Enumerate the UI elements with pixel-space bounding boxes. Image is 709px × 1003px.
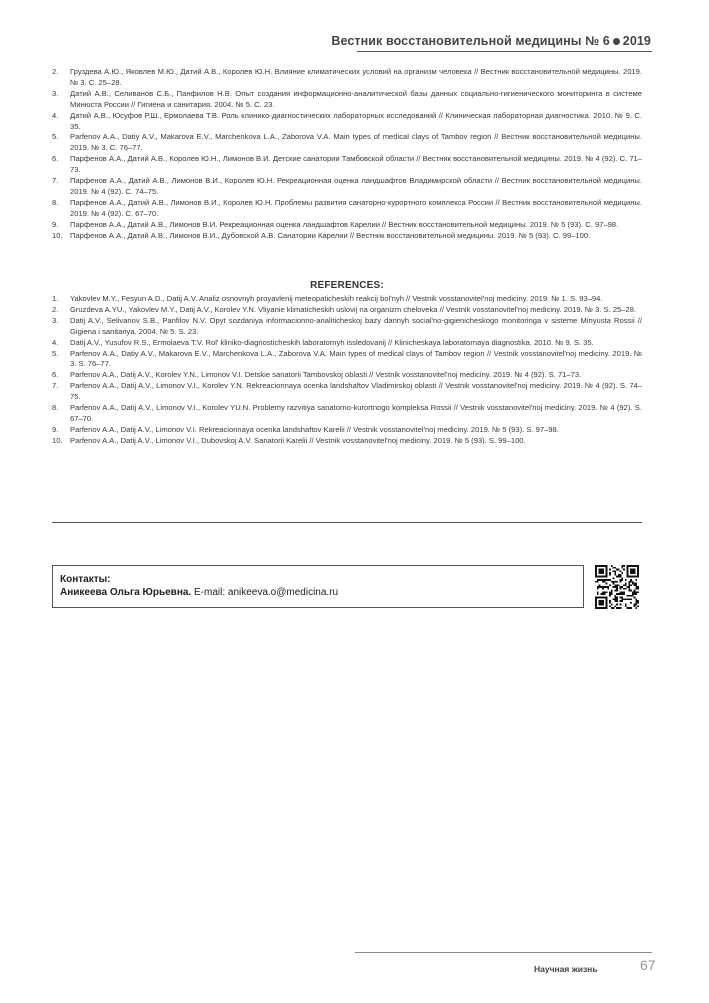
- reference-text: Парфенов А.А., Датий А.В., Лимонов В.И. Рекреационная оценка ландшафтов Карелии // Вестник восстановительной медицины. 2019. № 5 (93). С. 97–98.: [70, 219, 619, 229]
- reference-text: Yakovlev M.Y., Fesyun A.D., Datij A.V. Analiz osnovnyh proyavlenij meteopaticheskih reakcij bol'nyh // Vestnik vosstanovitel'noj mediciny. 2019. № 1. S. 93–94.: [70, 294, 603, 303]
- reference-item: [52, 436, 642, 447]
- reference-item: [52, 220, 642, 231]
- reference-text: Datij A.V., Yusufov R.S., Ermolaeva T.V. Rol' kliniko-diagnosticheskih laboratornyh issledovanij // Klinicheskaya laboratornaya diagnostika. 2010. № 9. S. 35.: [70, 337, 594, 347]
- reference-text: Датий А.В., Юсуфов Р.Ш., Ермолаева Т.В. Роль клинико-диагностических лабораторных исследований // Клиническая лабораторная диагностика. 2010. № 9. С. 35.: [70, 110, 642, 131]
- reference-item: [52, 381, 642, 403]
- reference-text: Parfenov A.A., Datij A.V., Limonov V.I., Korolev Y.N. Rekreacionnaya ocenka landshaftov Vladimirskoj oblasti // Vestnik vosstanovitel'noj mediciny. 2019. № 4 (92). S. 74–75.: [70, 381, 642, 402]
- reference-number: 2.: [52, 67, 59, 76]
- reference-text: Парфенов А.А., Датий А.В., Королев Ю.Н., Лимонов В.И. Детские санатории Тамбовской области // Вестник восстановительной медицины. 2019. № 4 (92). С. 71–73.: [70, 154, 642, 175]
- reference-item: [52, 111, 642, 133]
- reference-text: Parfenov A.A., Datiy A.V., Makarova E.V., Marchenkova L.A., Zaborova V.A. Main types of medical clays of Tambov region // Vestnik vosstanovitel'noj mediciny. 2019. № 3. S. 76–77.: [70, 348, 642, 369]
- reference-item: [52, 89, 642, 111]
- reference-item: [52, 349, 642, 371]
- reference-text: Parfenov A.A., Datij A.V., Limonov V.I., Korolev YU.N. Problemy razvitiya sanatorno-kurortnogo kompleksa Rossii // Vestnik vosstanovitel'noj mediciny. 2019. № 4 (92). S. 67–70.: [70, 403, 642, 423]
- journal-year: 2019: [622, 34, 651, 48]
- reference-item: [52, 132, 642, 154]
- journal-name: Вестник восстановительной медицины № 6: [331, 34, 610, 48]
- reference-number: 7.: [52, 381, 59, 391]
- reference-number: 4.: [52, 110, 59, 120]
- reference-number: 2.: [52, 304, 59, 314]
- reference-text: Датий А.В., Селиванов С.Б., Панфилов Н.В. Опыт создания информационно-аналитической базы данных социально-гигиенического мониторинга в системе Минюста России // Гигиена и санитария. 2004. № 5. С. 23.: [70, 88, 642, 109]
- reference-number: 8.: [52, 197, 59, 207]
- reference-number: 6.: [52, 370, 59, 380]
- reference-item: [52, 338, 642, 349]
- reference-number: 9.: [52, 219, 59, 229]
- reference-item: [52, 198, 642, 220]
- contact-email[interactable]: E-mail: anikeeva.o@medicina.ru: [193, 586, 339, 598]
- reference-text: Gruzdeva A.YU., Yakovlev M.Y., Datij A.V., Korolev Y.N. Vliyanie klimaticheskih uslovij na organizm cheloveka // Vestnik vosstanovitel'noj mediciny. 2019. № 3. S. 25–28.: [70, 304, 637, 314]
- reference-number: 10.: [52, 230, 63, 240]
- reference-number: 5.: [52, 348, 59, 358]
- footer-divider: [355, 952, 652, 953]
- header-divider: [357, 51, 652, 52]
- reference-number: 8.: [52, 403, 59, 413]
- reference-text: Груздева А.Ю., Яковлев М.Ю., Датий А.В., Королев Ю.Н. Влияние климатических условий на организм человека // Вестник восстановительной медицины. 2019. № 3. С. 25–28.: [70, 67, 642, 87]
- reference-item: [52, 425, 642, 436]
- reference-text: Парфенов А.А., Датий А.В., Лимонов В.И., Дубовской А.В. Санатории Карелии // Вестник восстановительной медицины. 2019. № 5 (93). С. 99–100.: [70, 230, 591, 240]
- reference-number: 9.: [52, 424, 59, 434]
- reference-item: [52, 67, 642, 89]
- reference-number: 5.: [52, 132, 59, 142]
- reference-number: 10.: [52, 435, 63, 445]
- footer-section-name: Научная жизнь: [534, 964, 598, 974]
- reference-item: [52, 176, 642, 198]
- reference-item: [52, 316, 642, 338]
- journal-title: [331, 34, 651, 48]
- reference-item: [52, 294, 642, 305]
- reference-number: 6.: [52, 154, 59, 164]
- reference-number: 7.: [52, 176, 59, 186]
- reference-number: 4.: [52, 337, 59, 347]
- reference-text: Парфенов А.А., Датий А.В., Лимонов В.И., Королев Ю.Н. Рекреационная оценка ландшафтов Владимирской области // Вестник восстановительной медицины. 2019. № 4 (92). С. 74–75.: [70, 176, 642, 196]
- reference-number: 3.: [52, 88, 59, 98]
- reference-item: [52, 154, 642, 176]
- page-number: 67: [640, 957, 656, 973]
- reference-item: [52, 370, 642, 381]
- references-heading: REFERENCES:: [310, 280, 384, 291]
- reference-number: 1.: [52, 294, 59, 303]
- reference-text: Parfenov A.A., Datij A.V., Korolev Y.N., Limonov V.I. Detskie sanatorii Tambovskoj oblasti // Vestnik vosstanovitel'noj mediciny. 2019. № 4 (92). S. 71–73.: [70, 370, 582, 380]
- reference-item: [52, 231, 642, 242]
- section-divider: [52, 522, 642, 523]
- contacts-label: Контакты:: [60, 574, 111, 585]
- bullet-icon: [613, 38, 620, 45]
- reference-text: Парфенов А.А., Датий А.В., Лимонов В.И., Королев Ю.Н. Проблемы развития санаторно-курортного комплекса России // Вестник восстановительной медицины. 2019. № 4 (92). С. 67–70.: [70, 197, 642, 218]
- contact-person: Аникеева Ольга Юрьевна.: [60, 586, 192, 598]
- reference-text: Parfenov A.A., Datiy A.V., Makarova E.V., Marchenkova L.A., Zaborova V.A. Main types of medical clays of Tambov region // Вестник восстановительной медицины. 2019. № 3. С. 76–77.: [70, 132, 642, 153]
- reference-text: Datij A.V., Selivanov S.B., Panfilov N.V. Opyt sozdaniya informacionno-analiticheskoj bazy dannyh social'no-gigienicheskogo monitoringa v sisteme Minyusta Rossii // Gigiena i sanitariya. 2004. № 5. S. 23.: [70, 315, 642, 336]
- reference-item: [52, 305, 642, 316]
- contacts-box: [52, 565, 584, 608]
- reference-text: Parfenov A.A., Datij A.V., Limonov V.I., Dubovskoj A.V. Sanatorii Karelii // Vestnik vosstanovitel'noj mediciny. 2019. № 5 (93). S. 99–100.: [70, 435, 526, 445]
- reference-number: 3.: [52, 315, 59, 325]
- qr-code-icon[interactable]: [595, 565, 639, 609]
- references-ru-list: [52, 67, 642, 242]
- references-en-list: [52, 294, 642, 447]
- contacts-line: [60, 587, 576, 600]
- reference-item: [52, 403, 642, 425]
- reference-text: Parfenov A.A., Datij A.V., Limonov V.I. Rekreacionnaya ocenka landshaftov Karelii // Vestnik vosstanovitel'noj mediciny. 2019. № 5 (93). S. 97–98.: [70, 424, 559, 434]
